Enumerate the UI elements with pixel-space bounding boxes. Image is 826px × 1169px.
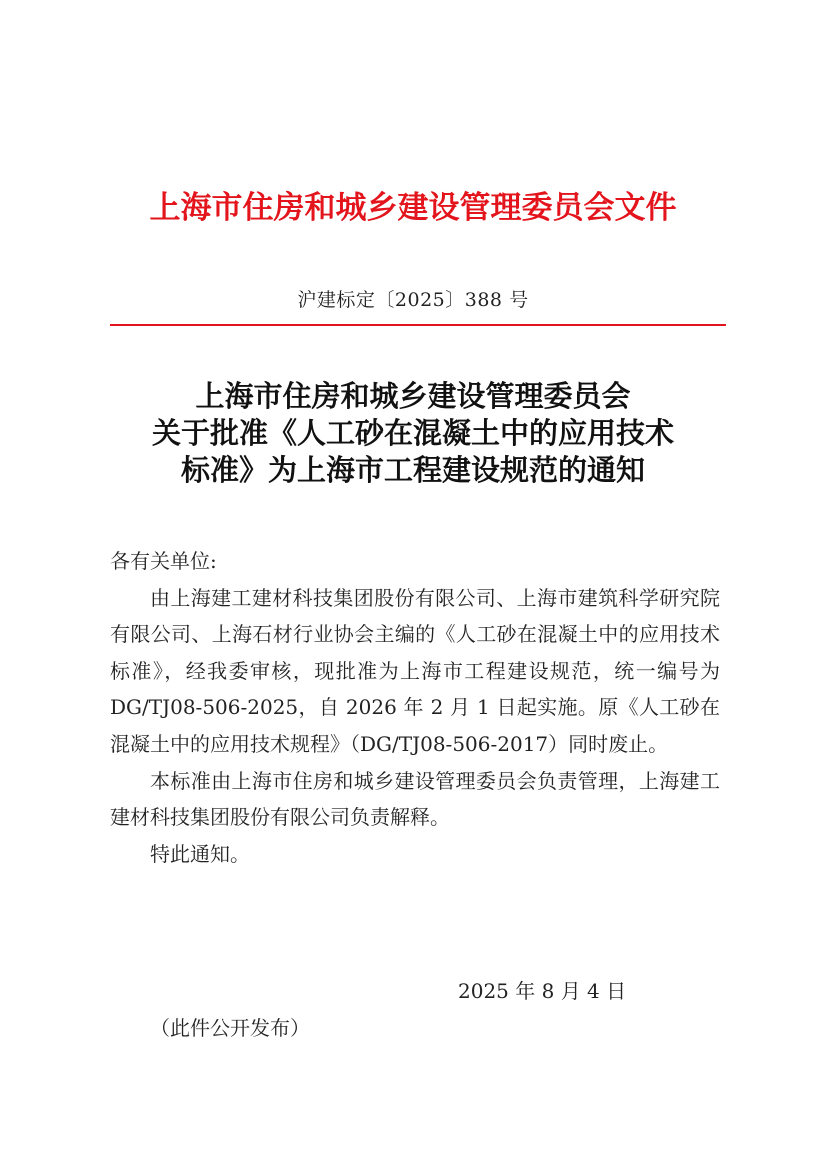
- paragraph-notice: 特此通知。: [150, 841, 250, 866]
- title-line-2: 关于批准《人工砂在混凝土中的应用技术: [151, 416, 674, 450]
- document-number: 沪建标定〔2025〕388 号: [297, 289, 529, 311]
- document-title: [80, 378, 746, 489]
- issue-date: 2025 年 8 月 4 日: [458, 979, 627, 1003]
- paragraph-approval: 由上海建工建材科技集团股份有限公司、上海市建筑科学研究院有限公司、上海石材行业协会主编的《人工砂在混凝土中的应用技术标准》，经我委审核，现批准为上海市工程建设规范，统一编号为 DG/TJ08-506-2025，自 2026 年 2 月 1 日起实施。原《人工砂在混凝土中的应用技术规程》（DG/TJ08-506-2017）同时废止。: [110, 585, 720, 756]
- title-line-1: 上海市住房和城乡建设管理委员会: [195, 379, 631, 413]
- paragraph-management: 本标准由上海市住房和城乡建设管理委员会负责管理，上海建工建材科技集团股份有限公司负责解释。: [110, 768, 720, 830]
- issuer-masthead: 上海市住房和城乡建设管理委员会文件: [149, 190, 677, 226]
- salutation: 各有关单位:: [110, 549, 217, 573]
- document-body: [110, 543, 720, 872]
- title-line-3: 标准》为上海市工程建设规范的通知: [180, 453, 645, 487]
- publication-note: （此件公开发布）: [150, 1016, 310, 1040]
- red-divider-line: [110, 324, 726, 326]
